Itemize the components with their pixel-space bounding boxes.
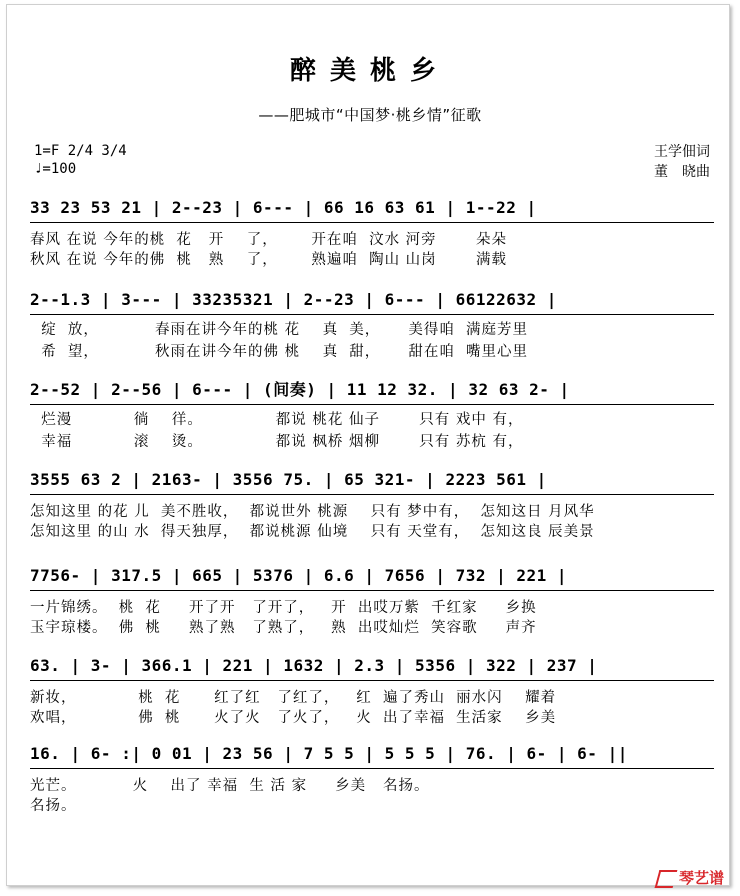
lyric-verse-1: 怎知这里 的花 儿 美不胜收， 都说世外 桃源 只有 梦中有， 怎知这日 月风华: [30, 504, 595, 520]
notation-line: 16. | 6- :| 0 01 | 23 56 | 7 5 5 | 5 5 5 | 76. | 6- | 6- ||: [30, 740, 714, 769]
lyric-verse-2: 名扬。: [30, 798, 77, 814]
notation-line: 2--52 | 2--56 | 6--- | (间奏) | 11 12 32. | 32 63 2- |: [30, 376, 714, 405]
key-label: 1=F 2/4 3/4: [34, 143, 127, 159]
lyric-verse-1: 一片锦绣。 桃 花 开了开 了开了， 开 出哎万紫 千红家 乡换: [30, 600, 537, 616]
lyric-verse-1: 新妆， 桃 花 红了红 了红了， 红 遍了秀山 丽水闪 耀着: [30, 690, 557, 706]
lyric-verse-1: 烂漫 徜 徉。 都说 桃花 仙子 只有 戏中 有，: [30, 412, 524, 428]
song-subtitle: ——肥城市“中国梦·桃乡情”征歌: [258, 106, 482, 124]
notation-line: 63. | 3- | 366.1 | 221 | 1632 | 2.3 | 5356 | 322 | 237 |: [30, 652, 714, 681]
lyric-verse-1: 绽 放， 春雨在讲今年的桃 花 真 美， 美得咱 满庭芳里: [30, 322, 529, 338]
notation-line: 2--1.3 | 3--- | 33235321 | 2--23 | 6--- | 66122632 |: [30, 286, 714, 315]
lyric-verse-2: 玉宇琼楼。 佛 桃 熟了熟 了熟了， 熟 出哎灿烂 笑容歌 声齐: [30, 620, 537, 636]
lyric-verse-2: 希 望， 秋雨在讲今年的佛 桃 真 甜， 甜在咱 嘴里心里: [30, 344, 529, 360]
lyric-verse-2: 幸福 滚 烫。 都说 枫桥 烟柳 只有 苏杭 有，: [30, 434, 524, 450]
tempo-label: ♩=100: [34, 161, 77, 177]
notation-line: 33 23 53 21 | 2--23 | 6--- | 66 16 63 61 | 1--22 |: [30, 194, 714, 223]
lyric-verse-2: 欢唱， 佛 桃 火了火 了火了， 火 出了幸福 生活家 乡美: [30, 710, 557, 726]
credits: [654, 142, 710, 182]
notation-line: 7756- | 317.5 | 665 | 5376 | 6.6 | 7656 | 732 | 221 |: [30, 562, 714, 591]
lyric-verse-1: 光芒。 火 出了 幸福 生 活 家 乡美 名扬。: [30, 778, 430, 794]
key-signature: [34, 142, 127, 178]
composer-credit: 董 晓曲: [654, 164, 710, 180]
watermark-text: 琴艺谱: [678, 869, 724, 887]
lyric-verse-2: 怎知这里 的山 水 得天独厚， 都说桃源 仙境 只有 天堂有， 怎知这良 辰美景: [30, 524, 595, 540]
site-watermark: [657, 867, 724, 888]
notation-line: 3555 63 2 | 2163- | 3556 75. | 65 321- | 2223 561 |: [30, 466, 714, 495]
lyric-verse-2: 秋风 在说 今年的佛 桃 熟 了， 熟遍咱 陶山 山岗 满载: [30, 252, 507, 268]
logo-icon: [655, 870, 678, 888]
lyric-verse-1: 春风 在说 今年的桃 花 开 了， 开在咱 汶水 河旁 朵朵: [30, 232, 507, 248]
song-title: 醉美桃乡: [289, 56, 450, 86]
lyricist-credit: 王学佃词: [654, 144, 710, 160]
